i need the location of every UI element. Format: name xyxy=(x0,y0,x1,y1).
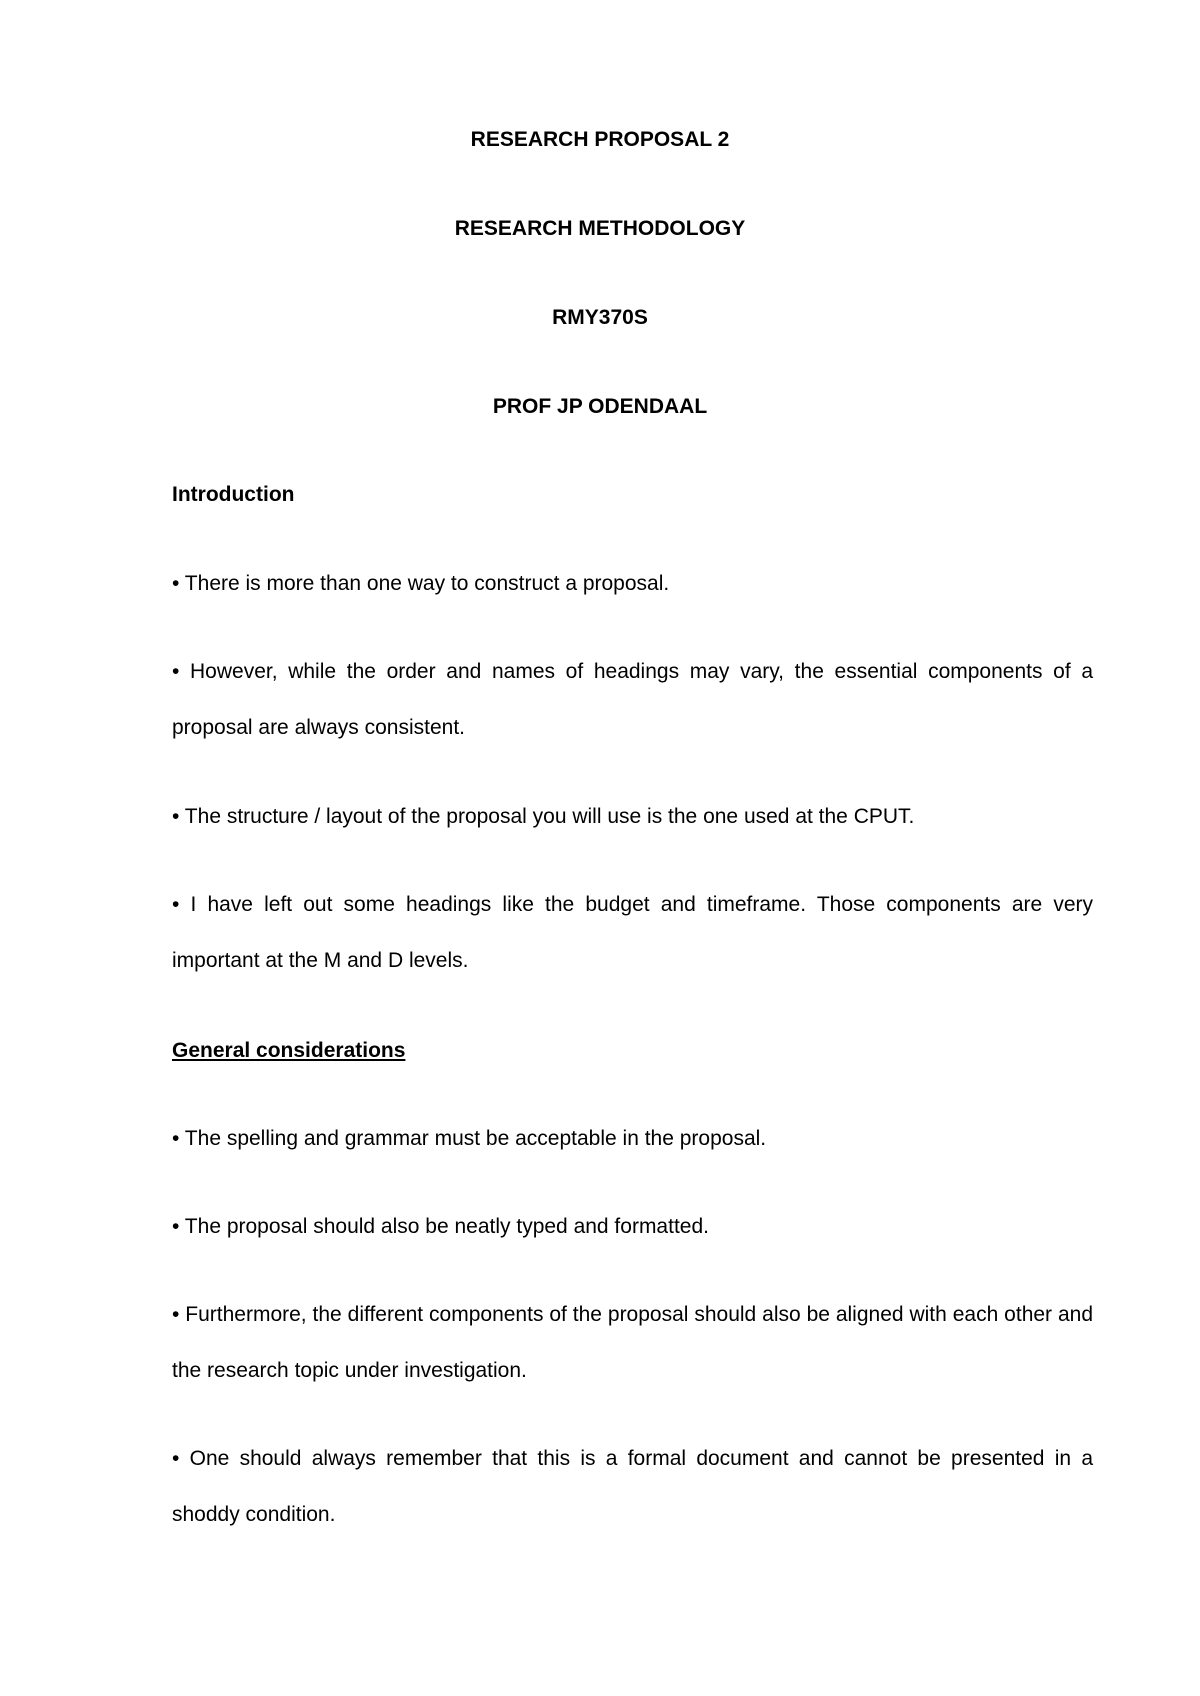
introduction-bullet: • However, while the order and names of headings may vary, the essential components of a proposal are always consistent. xyxy=(172,660,1093,739)
lecturer-name: PROF JP ODENDAAL xyxy=(492,395,708,418)
general-considerations-bullet: • One should always remember that this is a formal document and cannot be presented in a shoddy condition. xyxy=(172,1447,1093,1526)
document-title: RESEARCH PROPOSAL 2 xyxy=(470,128,730,151)
introduction-bullet: • I have left out some headings like the budget and timeframe. Those components are very important at the M and D levels. xyxy=(172,893,1093,972)
course-code: RMY370S xyxy=(552,306,648,329)
introduction-bullet: • There is more than one way to construct a proposal. xyxy=(172,572,670,595)
general-considerations-bullet: • The proposal should also be neatly typed and formatted. xyxy=(172,1215,709,1238)
general-considerations-bullet: • Furthermore, the different components of the proposal should also be aligned with each other and the research topic under investigation. xyxy=(172,1303,1093,1382)
general-considerations-bullet: • The spelling and grammar must be acceptable in the proposal. xyxy=(172,1127,767,1150)
course-name: RESEARCH METHODOLOGY xyxy=(454,217,746,240)
introduction-bullet: • The structure / layout of the proposal you will use is the one used at the CPUT. xyxy=(172,805,915,828)
general-considerations-heading: General considerations xyxy=(172,1039,406,1062)
introduction-heading: Introduction xyxy=(172,483,295,506)
